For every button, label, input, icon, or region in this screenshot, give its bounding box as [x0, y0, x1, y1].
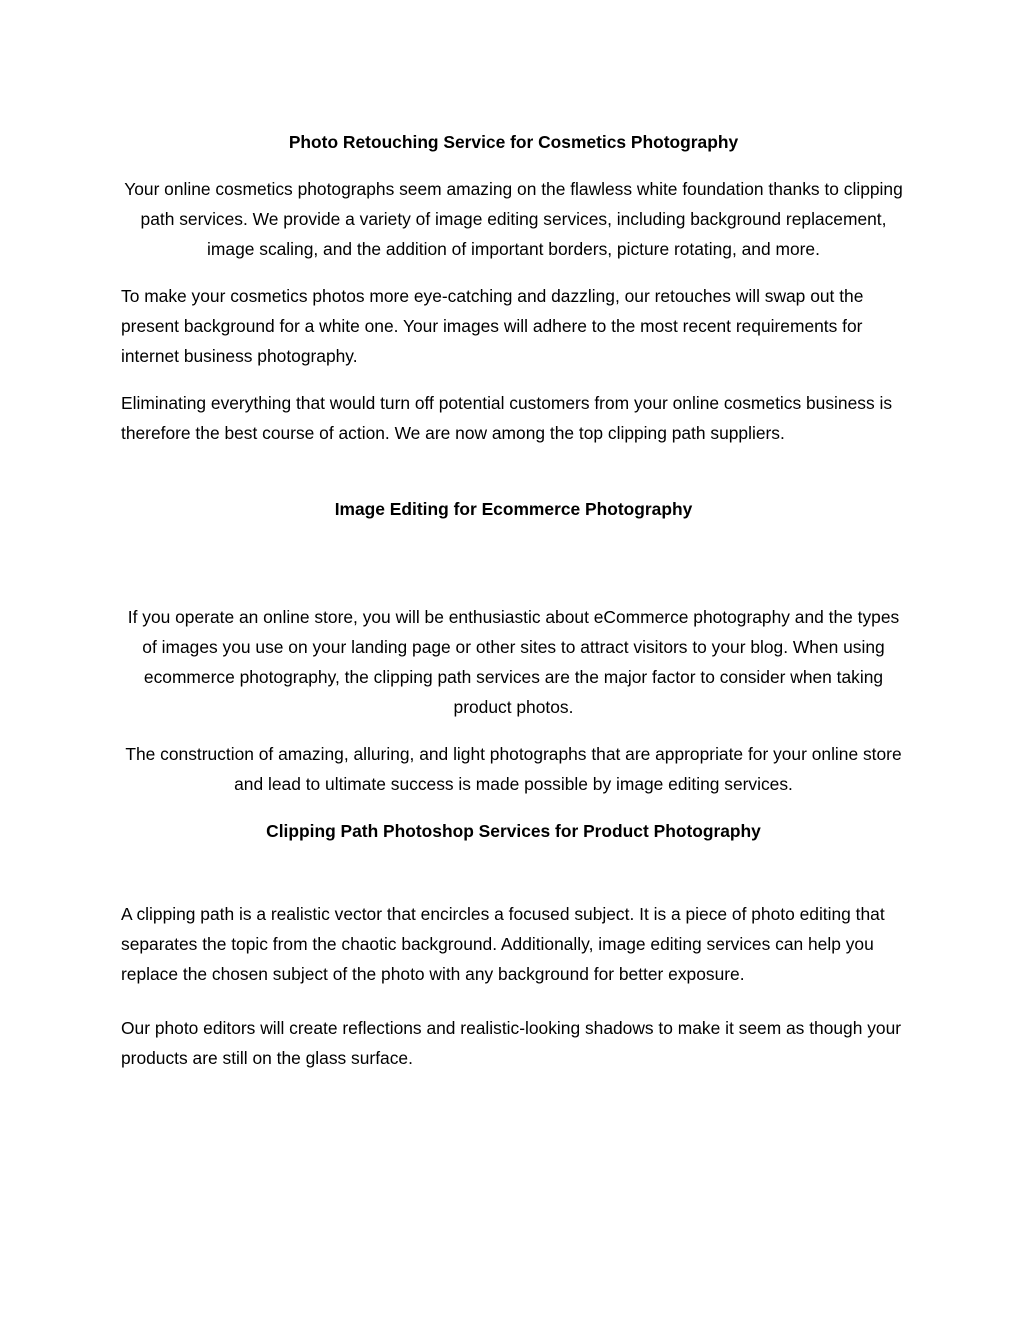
paragraph-cosmetics-intro: Your online cosmetics photographs seem amazing on the flawless white foundation thanks to clipping path services. We provide a variety of image editing services, including background replacement, image scaling, and the addition of important borders, picture rotating, and more. — [124, 179, 903, 259]
paragraph-ecommerce-construction: The construction of amazing, alluring, and light photographs that are appropriate for your online store and lead to ultimate success is made possible by image editing services. — [125, 744, 902, 794]
paragraph-cosmetics-customers: Eliminating everything that would turn off potential customers from your online cosmetics business is therefore the best course of action. We are now among the top clipping path suppliers. — [121, 393, 893, 443]
paragraph-clipping-path-definition: A clipping path is a realistic vector that encircles a focused subject. It is a piece of photo editing that separates the topic from the chaotic background. Additionally, image editing services can help you replace the chosen subject of the photo with any background for better exposure. — [121, 904, 885, 984]
heading-ecommerce-editing: Image Editing for Ecommerce Photography — [334, 499, 693, 519]
heading-clipping-path: Clipping Path Photoshop Services for Product Photography — [266, 821, 761, 841]
paragraph-reflections-shadows: Our photo editors will create reflections and realistic-looking shadows to make it seem as though your products are still on the glass surface. — [121, 1018, 902, 1068]
heading-cosmetics-retouching: Photo Retouching Service for Cosmetics Photography — [288, 132, 739, 152]
paragraph-ecommerce-intro: If you operate an online store, you will be enthusiastic about eCommerce photography and the types of images you use on your landing page or other sites to attract visitors to your blog. When using ecommerce photography, the clipping path services are the major factor to consider when taking product photos. — [127, 607, 900, 717]
paragraph-cosmetics-background: To make your cosmetics photos more eye-catching and dazzling, our retouches will swap out the present background for a white one. Your images will adhere to the most recent requirements for internet business photography. — [121, 286, 864, 366]
